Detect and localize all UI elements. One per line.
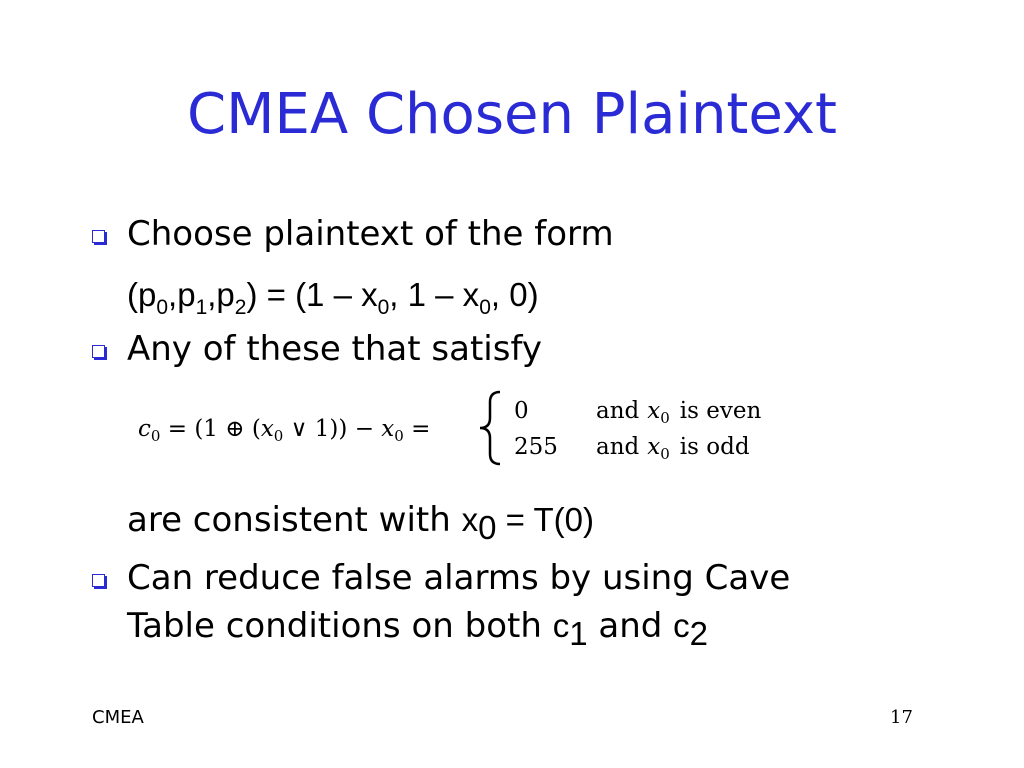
bullet-marker-2 bbox=[92, 345, 105, 358]
plaintext-form-formula: $(p_0,p_1,p_2) = (1 - x_0$, $1 - x_0$, 0) bbox=[127, 276, 539, 319]
page-number: 17 bbox=[890, 707, 913, 728]
svg-text:andx0is even: and $x_0$ is even bbox=[596, 398, 762, 427]
bullet-3-line-1: Can reduce false alarms by using Cave bbox=[127, 558, 791, 598]
bullet-2-text: Any of these that satisfy bbox=[127, 329, 542, 369]
bullet-marker-1 bbox=[92, 230, 105, 243]
consistency-line: are consistent with $x_0 = T(0)$ bbox=[127, 500, 594, 546]
bullet-marker-3 bbox=[92, 574, 105, 587]
case-2-value: 255 bbox=[514, 434, 558, 460]
slide-title: CMEA Chosen Plaintext bbox=[187, 82, 837, 147]
bullet-3-line-2: Table conditions on both $c_1$ and $c_2$ bbox=[127, 606, 708, 652]
c0-piecewise-equation bbox=[138, 388, 798, 468]
case-1-value: 0 bbox=[514, 398, 529, 424]
left-brace bbox=[480, 392, 500, 464]
bullet-1-text: Choose plaintext of the form bbox=[127, 214, 614, 254]
svg-text:andx0is odd: and $x_0$ is odd bbox=[596, 434, 750, 463]
footer-label: CMEA bbox=[92, 707, 144, 728]
svg-text:c0 = (1 ⊕ (x0 ∨ 1)) − x0 =: $c_0 = (1$ ⊕ ($x_0$ ∨ $1)) - x_0$ = bbox=[138, 416, 431, 445]
